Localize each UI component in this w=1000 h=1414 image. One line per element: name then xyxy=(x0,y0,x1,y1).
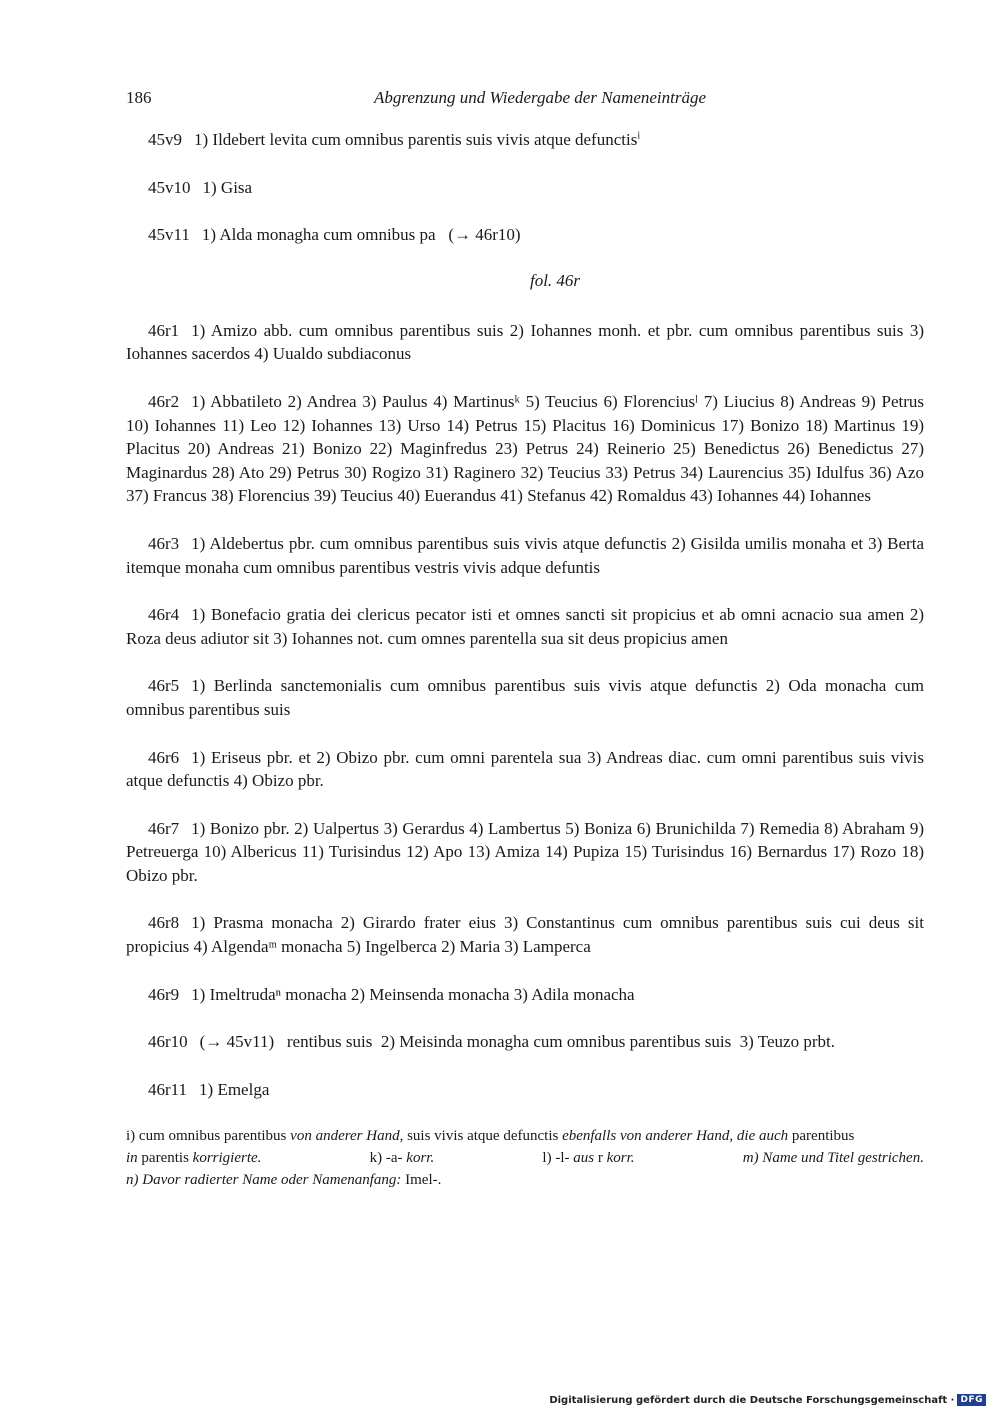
entry-id: 46r5 xyxy=(148,676,180,696)
entry-46r7 xyxy=(126,817,924,888)
entry-text: 1) Aldebertus pbr. cum omnibus parentibus suis vivis atque defunctis 2) Gisilda umilis monaha et 3) Berta itemque monaha cum omnibus parentibus vestris vivis adque defuntis xyxy=(126,533,924,577)
entry-id: 46r6 xyxy=(148,747,180,767)
footnote-text: n) Davor radierter Name oder Namenanfang: xyxy=(126,1172,402,1189)
entry-text: 1) Alda monagha cum omnibus pa (→ 46r10) xyxy=(201,225,521,245)
footnote-text: korr. xyxy=(606,1150,635,1167)
digitization-credit xyxy=(549,1394,986,1406)
entry-46r4 xyxy=(126,603,924,650)
entry-text: 1) Bonizo pbr. 2) Ualpertus 3) Gerardus 4) Lambertus 5) Boniza 6) Brunichilda 7) Remedia 8) Abraham 9) Petreuerga 10) Albericus 11) Turisindus 12) Apo 13) Amiza 14) Pupiza 15) Turisindus 16) Bernardus 17) Rozo 18) Obizo pbr. xyxy=(126,818,924,885)
entry-text: 1) Bonefacio gratia dei clericus pecator isti et omnes sancti sit propicius et ab omni acnacio sua amen 2) Roza deus adiutor sit 3) Iohannes not. cum omnes parentella sua sit deus propicius amen xyxy=(126,605,924,648)
footnote-text: von anderer Hand, xyxy=(290,1128,404,1145)
footnotes xyxy=(126,1125,924,1191)
footnote-l xyxy=(542,1147,634,1169)
footnote-ref: i xyxy=(637,130,641,142)
credit-text: Digitalisierung gefördert durch die Deutsche Forschungsgemeinschaft · xyxy=(549,1394,955,1406)
footnote-i xyxy=(126,1125,924,1147)
entry-id: 46r10 xyxy=(148,1032,188,1052)
footnote-text: korr. xyxy=(406,1150,435,1167)
dfg-logo-icon: DFG xyxy=(957,1394,986,1406)
footnote-text: parentibus xyxy=(791,1128,855,1145)
entry-id: 46r4 xyxy=(148,605,180,625)
entry-id: 46r3 xyxy=(148,533,180,553)
running-head xyxy=(126,88,924,114)
entry-text: 1) Emelga xyxy=(199,1079,270,1099)
footnote-text: i) cum omnibus parentibus xyxy=(126,1128,287,1145)
footnote-n xyxy=(126,1169,924,1191)
entry-id: 46r2 xyxy=(148,391,180,411)
entry-46r6 xyxy=(126,746,924,793)
footnote-text: r xyxy=(597,1150,603,1167)
footnote-text: korrigierte. xyxy=(192,1150,262,1167)
entry-46r2 xyxy=(126,390,924,508)
footnote-m: m) Name und Titel gestrichen. xyxy=(742,1150,924,1167)
entry-id: 45v9 xyxy=(148,130,182,149)
entry-text: 1) Eriseus pbr. et 2) Obizo pbr. cum omni parentela sua 3) Andreas diac. cum omni parentibus suis vivis atque defunctis 4) Obizo pbr. xyxy=(126,747,924,791)
entry-id: 46r8 xyxy=(148,913,180,933)
entry-id: 46r7 xyxy=(148,818,180,838)
footnote-text: in xyxy=(126,1150,138,1167)
entry-46r3 xyxy=(126,532,924,579)
entry-id: 46r11 xyxy=(148,1079,188,1099)
entry-text: 1) Gisa xyxy=(202,177,253,197)
entry-id: 46r9 xyxy=(148,984,180,1004)
footnote-k xyxy=(370,1147,435,1169)
entry-id: 46r1 xyxy=(148,320,180,340)
entry-id: 45v10 xyxy=(148,177,191,197)
document-page xyxy=(126,88,924,1191)
footnote-i-end xyxy=(126,1147,261,1169)
entry-id: 45v11 xyxy=(148,225,190,245)
entry-46r9 xyxy=(126,983,924,1007)
footnote-text: parentis xyxy=(141,1150,189,1167)
footnote-text: Imel-. xyxy=(405,1172,442,1189)
entry-text: 1) Prasma monacha 2) Girardo frater eius 3) Constantinus cum omnibus parentibus suis cui deus sit propicius 4) Algendaᵐ monacha 5) Ingelberca 2) Maria 3) Lamperca xyxy=(126,913,924,957)
footnote-text: l) -l- xyxy=(542,1150,570,1167)
entry-text: 1) Ildebert levita cum omnibus parentis suis vivis atque defunctis xyxy=(194,130,638,149)
entry-45v11 xyxy=(126,223,924,247)
entry-text: 1) Berlinda sanctemonialis cum omnibus parentibus suis vivis atque defunctis 2) Oda monacha cum omnibus parentibus suis xyxy=(126,676,924,719)
entry-text: 1) Imeltrudaⁿ monacha 2) Meinsenda monacha 3) Adila monacha xyxy=(191,984,635,1004)
footnote-text: suis vivis atque defunctis xyxy=(407,1128,559,1145)
entry-46r1 xyxy=(126,319,924,366)
entry-45v10 xyxy=(126,176,924,200)
running-title: Abgrenzung und Wiedergabe der Nameneinträge xyxy=(373,88,707,107)
entry-46r8 xyxy=(126,911,924,958)
entry-46r10 xyxy=(126,1030,924,1054)
entries-list xyxy=(126,128,924,1101)
folio-heading: fol. 46r xyxy=(529,270,581,290)
entry-text: (→ 45v11) rentibus suis 2) Meisinda monagha cum omnibus parentibus suis 3) Teuzo prbt. xyxy=(199,1032,835,1052)
footnote-text: aus xyxy=(573,1150,595,1167)
footnote-text: k) -a- xyxy=(369,1150,403,1167)
footnote-text: ebenfalls von anderer Hand, die auch xyxy=(562,1128,789,1145)
entry-text: 1) Abbatileto 2) Andrea 3) Paulus 4) Martinusᵏ 5) Teucius 6) Florenciusˡ 7) Liucius 8) Andreas 9) Petrus 10) Iohannes 11) Leo 12) Iohannes 13) Urso 14) Petrus 15) Placitus 16) Dominicus 17) Bonizo 18) Martinus 19) Placitus 20) Andreas 21) Bonizo 22) Maginfredus 23) Petrus 24) Reinerio 25) Benedictus 26) Benedictus 27) Maginardus 28) Ato 29) Petrus 30) Rogizo 31) Raginero 32) Teucius 33) Petrus 34) Laurencius 35) Idulfus 36) Azo 37) Francus 38) Florencius 39) Teucius 40) Euerandus 41) Stefanus 42) Romaldus 43) Iohannes 44) Iohannes xyxy=(126,391,924,506)
entry-46r11 xyxy=(126,1078,924,1102)
entry-text: 1) Amizo abb. cum omnibus parentibus suis 2) Iohannes monh. et pbr. cum omnibus parentibus suis 3) Iohannes sacerdos 4) Uualdo subdiaconus xyxy=(126,320,924,364)
entry-46r5 xyxy=(126,674,924,721)
footnote-line xyxy=(126,1147,924,1169)
page-number: 186 xyxy=(126,88,152,107)
entry-45v9 xyxy=(126,128,924,152)
